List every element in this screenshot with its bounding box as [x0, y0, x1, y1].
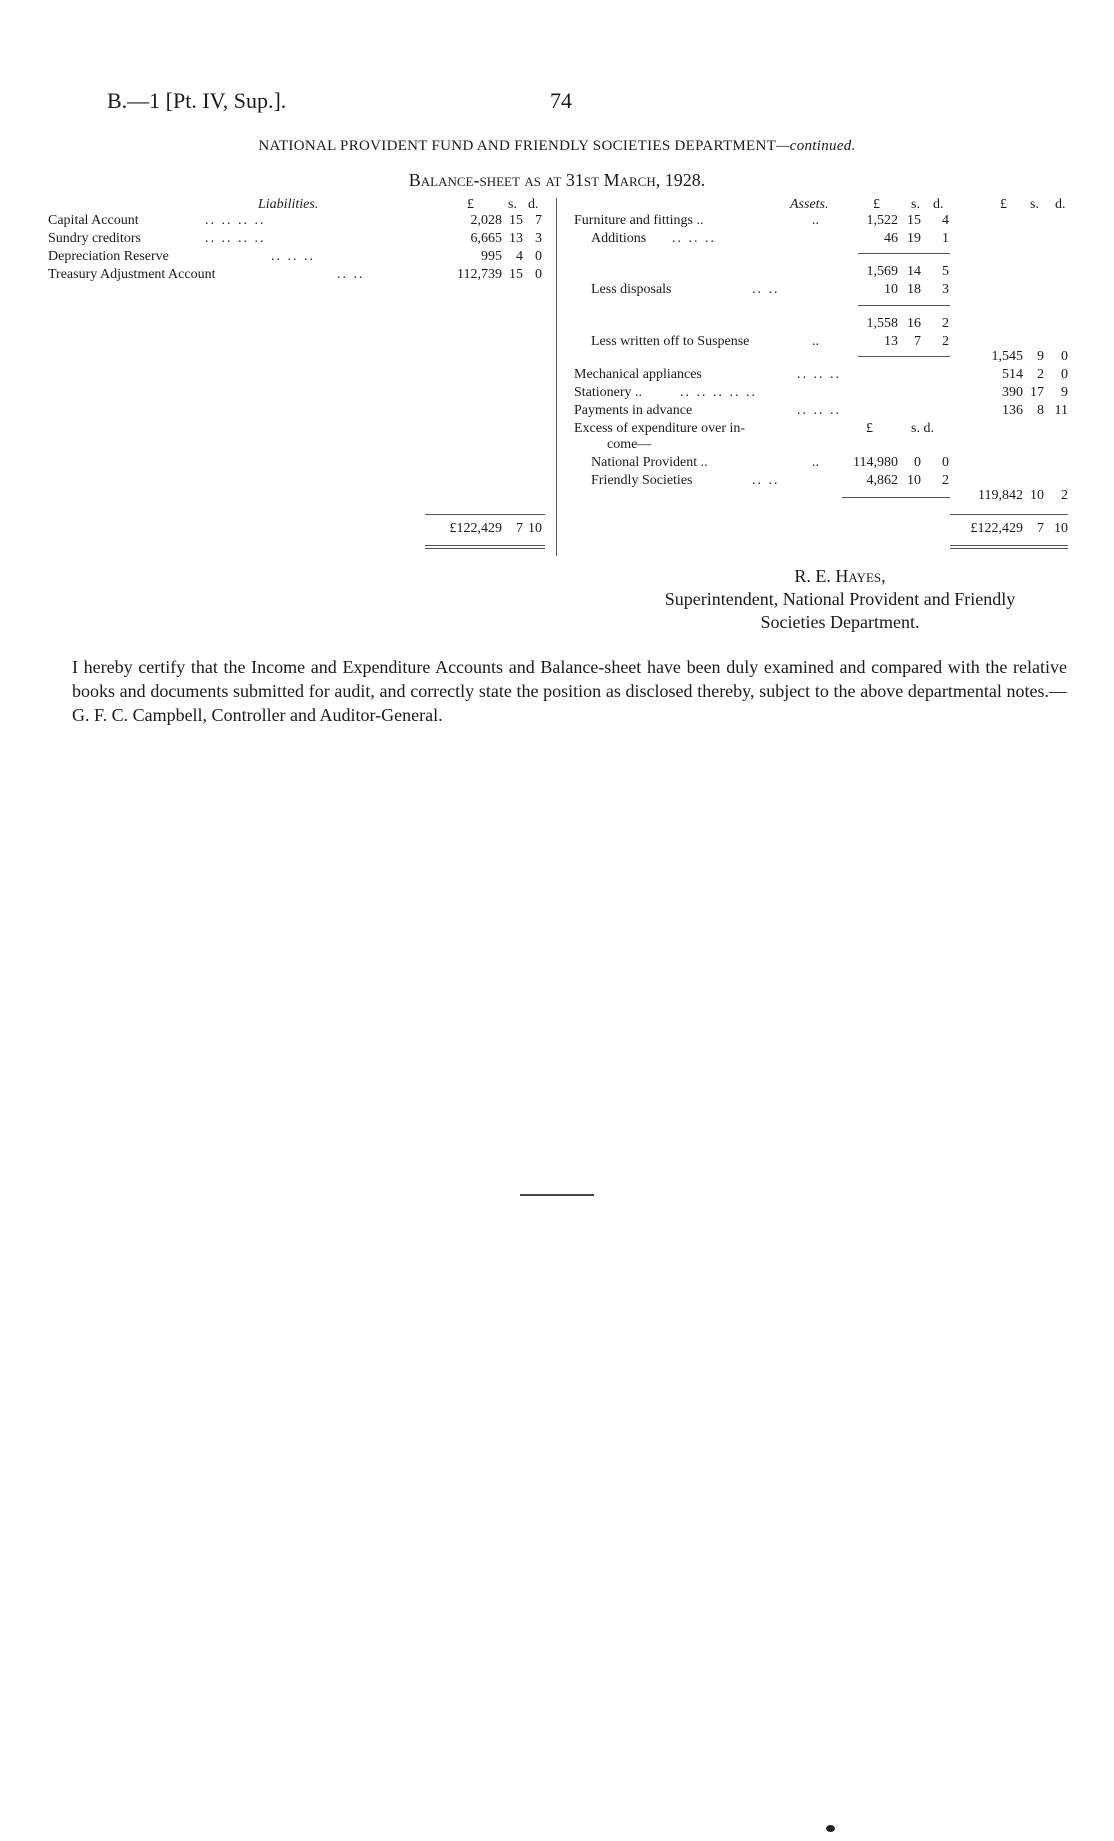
excess-label-line1: Excess of expenditure over in- [574, 421, 746, 436]
liabilities-col-pounds: £ [467, 197, 474, 212]
subtotal-rule [858, 305, 950, 306]
asset-pence: 2 [942, 473, 949, 488]
double-rule [425, 548, 545, 549]
leader-dots: .. .. .. .. .. [680, 385, 757, 400]
liability-shillings: 15 [509, 213, 523, 228]
liability-label: Sundry creditors [48, 231, 141, 246]
leader-dots: .. .. .. .. [205, 213, 266, 228]
asset-label: Less disposals [591, 282, 672, 297]
asset-label: National Provident .. [591, 455, 708, 470]
excess-total-pence: 2 [1061, 488, 1068, 503]
liability-pounds: 995 [481, 249, 502, 264]
column-divider [556, 198, 557, 556]
liability-label: Capital Account [48, 213, 139, 228]
asset-pounds: 4,862 [866, 473, 898, 488]
leader-dots: .. .. [752, 473, 780, 488]
assets-total-pounds: £122,429 [970, 521, 1023, 536]
assets-col-pence: d. [933, 197, 944, 212]
liability-pence: 0 [535, 267, 542, 282]
certification-paragraph: I hereby certify that the Income and Expenditure Accounts and Balance-sheet have been duly examined and compared with the relative books and documents submitted for audit, and correctly state the position as disclosed thereby, subject to the above departmental notes.—G. F. C. Campbell, Controller and Auditor-General. [72, 657, 1067, 725]
asset-shillings: 18 [907, 282, 921, 297]
subtotal-pounds: 1,569 [866, 264, 898, 279]
leader-dots: .. .. .. .. [205, 231, 266, 246]
asset-label: Additions [591, 231, 647, 246]
leader-dots: .. [812, 213, 819, 228]
asset-pounds: 1,522 [866, 213, 898, 228]
liability-shillings: 13 [509, 231, 523, 246]
asset-label: Stationery .. [574, 385, 643, 400]
furniture-net-shillings: 9 [1037, 349, 1044, 364]
assets-total-shillings: 7 [1037, 521, 1044, 536]
subtotal-rule [858, 356, 950, 357]
assets-col2-shillings: s. [1030, 197, 1039, 212]
assets-col-shillings: s. [911, 197, 920, 212]
liabilities-heading: Liabilities. [258, 197, 319, 212]
double-rule [950, 548, 1068, 549]
asset-shillings: 15 [907, 213, 921, 228]
total-rule [950, 514, 1068, 515]
assets-col-pounds: £ [873, 197, 880, 212]
excess-col-sd: s. d. [911, 421, 934, 436]
liability-pounds: 2,028 [470, 213, 502, 228]
subtotal-rule [858, 253, 950, 254]
liability-pence: 3 [535, 231, 542, 246]
document-code: B.—1 [Pt. IV, Sup.]. [107, 88, 287, 113]
excess-total-pounds: 119,842 [978, 488, 1023, 503]
asset-shillings: 2 [1037, 367, 1044, 382]
signatory-title-line1: Superintendent, National Provident and Friendly [664, 589, 1016, 609]
leader-dots: .. .. [752, 282, 780, 297]
liability-label: Treasury Adjustment Account [48, 267, 216, 282]
asset-pence: 4 [942, 213, 949, 228]
liabilities-col-pence: d. [528, 197, 539, 212]
asset-pence: 3 [942, 282, 949, 297]
subtotal-rule [842, 497, 950, 498]
liability-shillings: 15 [509, 267, 523, 282]
asset-pounds: 114,980 [853, 455, 898, 470]
asset-shillings: 17 [1030, 385, 1044, 400]
asset-label: Furniture and fittings .. [574, 213, 704, 228]
asset-pence: 0 [1061, 367, 1068, 382]
double-rule [950, 545, 1068, 546]
asset-shillings: 19 [907, 231, 921, 246]
liability-shillings: 4 [516, 249, 523, 264]
leader-dots: .. .. .. [797, 403, 841, 418]
liability-pence: 0 [535, 249, 542, 264]
asset-pounds: 514 [1002, 367, 1023, 382]
subtotal-pounds: 1,558 [866, 316, 898, 331]
liabilities-total-pence: 10 [528, 521, 542, 536]
liability-pounds: 112,739 [457, 267, 502, 282]
asset-pounds: 13 [884, 334, 898, 349]
department-title-suffix: —continued. [776, 138, 856, 154]
asset-pence: 9 [1061, 385, 1068, 400]
asset-label: Less written off to Suspense [591, 334, 750, 349]
asset-shillings: 8 [1037, 403, 1044, 418]
department-title-text: NATIONAL PROVIDENT FUND AND FRIENDLY SOCIETIES DEPARTMENT [258, 138, 777, 154]
liability-pence: 7 [535, 213, 542, 228]
signatory-name: R. E. Hayes, [794, 566, 886, 586]
asset-label: Friendly Societies [591, 473, 693, 488]
asset-pence: 1 [942, 231, 949, 246]
asset-pence: 0 [942, 455, 949, 470]
total-rule [425, 514, 545, 515]
liability-label: Depreciation Reserve [48, 249, 169, 264]
asset-pence: 2 [942, 334, 949, 349]
asset-pounds: 390 [1002, 385, 1023, 400]
ink-blot [826, 1825, 835, 1832]
leader-dots: .. [812, 334, 819, 349]
subtotal-pence: 5 [942, 264, 949, 279]
asset-label: Mechanical appliances [574, 367, 702, 382]
subtotal-shillings: 14 [907, 264, 921, 279]
leader-dots: .. .. .. [797, 367, 841, 382]
asset-shillings: 0 [914, 455, 921, 470]
end-rule [520, 1194, 594, 1196]
signatory-title-line2: Societies Department. [760, 612, 920, 632]
asset-label: Payments in advance [574, 403, 693, 418]
furniture-net-pence: 0 [1061, 349, 1068, 364]
asset-shillings: 7 [914, 334, 921, 349]
asset-shillings: 10 [907, 473, 921, 488]
assets-col2-pounds: £ [1000, 197, 1007, 212]
double-rule [425, 545, 545, 546]
leader-dots: .. .. .. [271, 249, 315, 264]
liabilities-total-pounds: £122,429 [449, 521, 502, 536]
asset-pounds: 46 [884, 231, 898, 246]
excess-total-shillings: 10 [1030, 488, 1044, 503]
assets-col2-pence: d. [1055, 197, 1066, 212]
page-number: 74 [550, 88, 572, 113]
liability-pounds: 6,665 [470, 231, 502, 246]
asset-pounds: 136 [1002, 403, 1023, 418]
leader-dots: .. .. .. [672, 231, 716, 246]
liabilities-col-shillings: s. [508, 197, 517, 212]
furniture-net-pounds: 1,545 [991, 349, 1023, 364]
asset-pence: 11 [1054, 403, 1068, 418]
leader-dots: .. .. [337, 267, 365, 282]
leader-dots: .. [812, 455, 819, 470]
asset-pounds: 10 [884, 282, 898, 297]
excess-label-line2: come— [607, 437, 652, 452]
subtotal-pence: 2 [942, 316, 949, 331]
department-title [0, 138, 1114, 155]
assets-total-pence: 10 [1054, 521, 1068, 536]
balance-sheet-title: Balance-sheet as at 31st March, 1928. [408, 170, 706, 190]
excess-col-pounds: £ [866, 421, 873, 436]
liabilities-total-shillings: 7 [516, 521, 523, 536]
assets-heading: Assets. [790, 197, 829, 212]
subtotal-shillings: 16 [907, 316, 921, 331]
